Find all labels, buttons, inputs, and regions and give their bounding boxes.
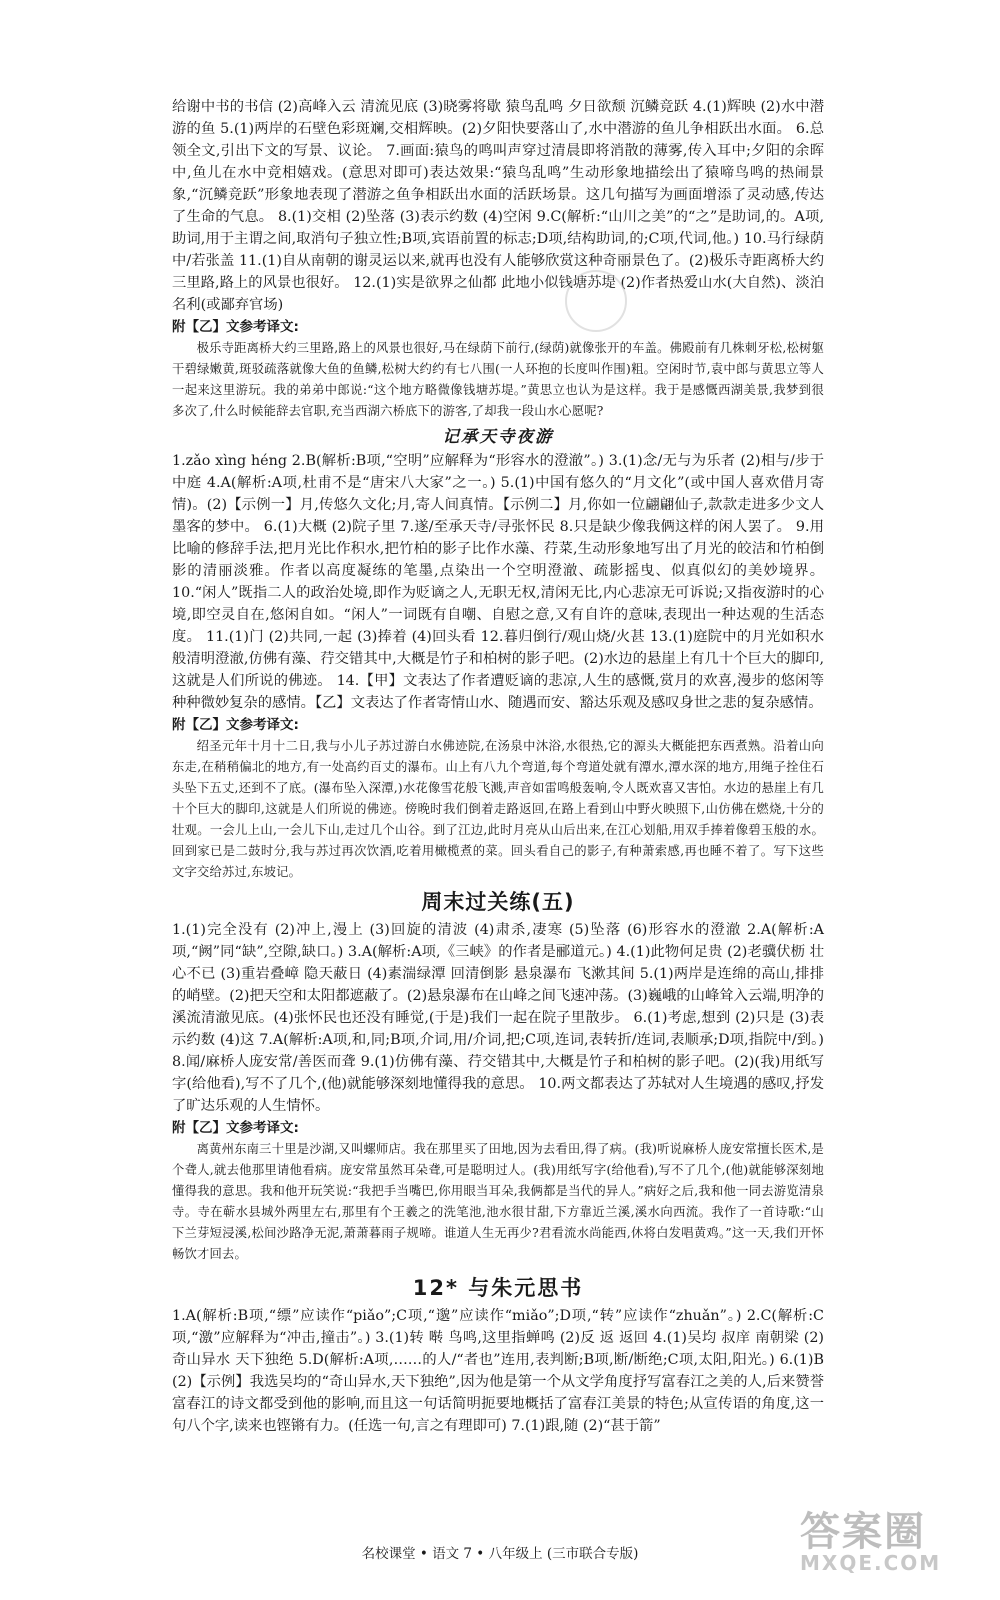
watermark-logo bbox=[800, 1500, 980, 1590]
translation-heading: 附【乙】文参考译文: bbox=[172, 1120, 299, 1136]
translation-heading: 附【乙】文参考译文: bbox=[172, 319, 299, 335]
translation-paragraph: 绍圣元年十月十二日,我与小儿子苏过游白水佛迹院,在汤泉中沐浴,水很热,它的源头大概能把东西煮熟。沿着山向东走,在稍稍偏北的地方,有一处高约百丈的瀑布。山上有八九个弯道,每个弯道处就有潭水,潭水深的地方,用绳子拴住石头坠下五丈,还到不了底。(瀑布坠入深潭,)水花像雪花般飞溅,声音如雷鸣般轰响,令人既欢喜又害怕。水边的悬崖上有几十个巨大的脚印,这就是人们所说的佛迹。傍晚时我们倒着走路返回,在路上看到山中野火映照下,山仿佛在燃烧,十分的壮观。一会儿上山,一会儿下山,走过几个山谷。到了江边,此时月亮从山后出来,在江心划船,用双手捧着像碧玉般的水。回到家已是二鼓时分,我与苏过再次饮酒,吃着用橄榄煮的菜。回头看自己的影子,有种萧索感,再也睡不着了。写下这些文字交给苏过,东坡记。 bbox=[172, 739, 824, 879]
watermark-url: MXQE.COM bbox=[800, 1551, 942, 1575]
answer-paragraph: 1.zǎo xìng héng 2.B(解析:B项,“空明”应解释为“形容水的澄澈”。) 3.(1)念/无与为乐者 (2)相与/步于中庭 4.A(解析:A项,杜甫不是“唐宋八大家”之一。) 5.(1)中国有悠久的“月文化”(或中国人喜欢借月寄情)。(2)【示例一】月,传悠久文化;月,寄人间真情。【示例二】月,你如一位翩翩仙子,款款走进多少文人墨客的梦中。 6.(1)大概 (2)院子里 7.遂/至承天寺/寻张怀民 8.只是缺少像我俩这样的闲人罢了。 9.用比喻的修辞手法,把月光比作积水,把竹柏的影子比作水藻、荇菜,生动形象地写出了月光的皎洁和竹柏倒影的清丽淡雅。作者以高度凝练的笔墨,点染出一个空明澄澈、疏影摇曳、似真似幻的美妙境界。 10.“闲人”既指二人的政治处境,即作为贬谪之人,无职无权,清闲无比,内心悲凉无可诉说;又指夜游时的心境,即空灵自在,悠闲自如。“闲人”一词既有自嘲、自慰之意,又有自许的意味,表现出一种达观的生活态度。 11.(1)门 (2)共同,一起 (3)捧着 (4)回头看 12.暮归倒行/观山烧/火甚 13.(1)庭院中的月光如积水般清明澄澈,仿佛有藻、荇交错其中,大概是竹子和柏树的影子吧。(2)水边的悬崖上有几十个巨大的脚印,这就是人们所说的佛迹。 14.【甲】文表达了作者遭贬谪的悲凉,人生的感慨,赏月的欢喜,漫步的悠闲等种种微妙复杂的感情。【乙】文表达了作者寄情山水、随遇而安、豁达乐观及感叹身世之悲的复杂感情。 bbox=[172, 453, 824, 711]
translation-paragraph: 离黄州东南三十里是沙湖,又叫螺师店。我在那里买了田地,因为去看田,得了病。(我)听说麻桥人庞安常擅长医术,是个聋人,就去他那里请他看病。庞安常虽然耳朵聋,可是聪明过人。(我)用纸写字(给他看),写不了几个,(他)就能够深刻地懂得我的意思。我和他开玩笑说:“我把手当嘴巴,你用眼当耳朵,我俩都是当代的异人。”病好之后,我和他一同去游览清泉寺。寺在蕲水县城外两里左右,那里有个王羲之的洗笔池,池水很甘甜,下方靠近兰溪,溪水向西流。我作了一首诗歌:“山下兰芽短浸溪,松间沙路净无泥,萧萧暮雨子规啼。谁道人生无再少?君看流水尚能西,休将白发唱黄鸡。”这一天,我们开怀畅饮才回去。 bbox=[172, 1142, 824, 1261]
lesson-title: 12* 与朱元思书 bbox=[412, 1276, 584, 1300]
section-title: 周末过关练(五) bbox=[421, 890, 575, 914]
translation-paragraph: 极乐寺距离桥大约三里路,路上的风景也很好,马在绿荫下前行,(绿荫)就像张开的车盖。佛殿前有几株刺牙松,松树躯干碧绿嫩黄,斑驳疏落就像大鱼的鱼鳞,松树大约约有七八围(一人环抱的长度叫作围)粗。空闲时节,袁中郎与黄思立等人一起来这里游玩。我的弟弟中郎说:“这个地方略微像钱塘苏堤。”黄思立也认为是这样。我于是感慨西湖美景,我梦到很多次了,什么时候能辞去官职,充当西湖六桥底下的游客,了却我一段山水心愿呢? bbox=[172, 341, 824, 418]
translation-heading: 附【乙】文参考译文: bbox=[172, 717, 299, 733]
answer-paragraph: 给谢中书的书信 (2)高峰入云 清流见底 (3)晓雾将歇 猿鸟乱鸣 夕日欲颓 沉鳞竞跃 4.(1)辉映 (2)水中潜游的鱼 5.(1)两岸的石壁色彩斑斓,交相辉映。(2)夕阳快要落山了,水中潜游的鱼儿争相跃出水面。 6.总领全文,引出下文的写景、议论。 7.画面:猿鸟的鸣叫声穿过清晨即将消散的薄雾,传入耳中;夕阳的余晖中,鱼儿在水中竞相嬉戏。(意思对即可)表达效果:“猿鸟乱鸣”生动形象地描绘出了猿啼鸟鸣的热闹景象,“沉鳞竞跃”形象地表现了潜游之鱼争相跃出水面的活跃场景。这几句描写为画面增添了灵动感,传达了生命的气息。 8.(1)交相 (2)坠落 (3)表示约数 (4)空闲 9.C(解析:“山川之美”的“之”是助词,的。A项,助词,用于主谓之间,取消句子独立性;B项,宾语前置的标志;D项,结构助词,的;C项,代词,他。) 10.马行绿荫中/若张盖 11.(1)自从南朝的谢灵运以来,就再也没有人能够欣赏这种奇丽景色了。(2)极乐寺距离桥大约三里路,路上的风景也很好。 12.(1)实是欲界之仙都 此地小似钱塘苏堤 (2)作者热爱山水(大自然)、淡泊名利(或鄙弃官场) bbox=[172, 99, 824, 313]
watermark-logo-text: 答案圈 bbox=[800, 1509, 926, 1555]
faded-stamp-mark bbox=[565, 270, 627, 332]
subsection-title: 记承天寺夜游 bbox=[442, 427, 554, 446]
answer-paragraph: 1.(1)完全没有 (2)冲上,漫上 (3)回旋的清波 (4)肃杀,凄寒 (5)坠落 (6)形容水的澄澈 2.A(解析:A项,“阙”同“缺”,空隙,缺口。) 3.A(解析:A项,《三峡》的作者是郦道元。) 4.(1)此物何足贵 (2)老骥伏枥 壮心不已 (3)重岩叠嶂 隐天蔽日 (4)素湍绿潭 回清倒影 悬泉瀑布 飞漱其间 5.(1)两岸是连绵的高山,排排的峭壁。(2)把天空和太阳都遮蔽了。(2)悬泉瀑布在山峰之间飞速冲荡。(3)巍峨的山峰耸入云端,明净的溪流清澈见底。(4)张怀民也还没有睡觉,(于是)我们一起在院子里散步。 6.(1)考虑,想到 (2)只是 (3)表示约数 (4)这 7.A(解析:A项,和,同;B项,介词,用/介词,把;C项,连词,表转折/连词,表顺承;D项,指院中/到。) 8.闻/麻桥人庞安常/善医而聋 9.(1)仿佛有藻、荇交错其中,大概是竹子和柏树的影子吧。(2)(我)用纸写字(给他看),写不了几个,(他)就能够深刻地懂得我的意思。 10.两文都表达了苏轼对人生境遇的感叹,抒发了旷达乐观的人生情怀。 bbox=[172, 922, 824, 1114]
answer-content bbox=[172, 96, 824, 1437]
page-footer: 名校课堂 • 语文 7 • 八年级上 (三市联合专版) bbox=[361, 1546, 639, 1562]
answer-paragraph: 1.A(解析:B项,“缥”应读作“piǎo”;C项,“邈”应读作“miǎo”;D项,“转”应读作“zhuǎn”。) 2.C(解析:C项,“激”应解释为“冲击,撞击”。) 3.(1)转 啭 鸟鸣,这里指蝉鸣 (2)反 返 返回 4.(1)吴均 叔庠 南朝梁 (2)奇山异水 天下独绝 5.D(解析:A项,……的人/“者也”连用,表判断;B项,断/断绝;C项,太阳,阳光。) 6.(1)B (2)【示例】我选吴均的“奇山异水,天下独绝”,因为他是第一个从文学角度抒写富春江之美的人,后来赞誉富春江的诗文都受到他的影响,而且这一句话简明扼要地概括了富春江美景的特色;从宣传语的角度,这一句八个字,读来也铿锵有力。(任选一句,言之有理即可) 7.(1)跟,随 (2)“甚于箭” bbox=[172, 1308, 824, 1434]
